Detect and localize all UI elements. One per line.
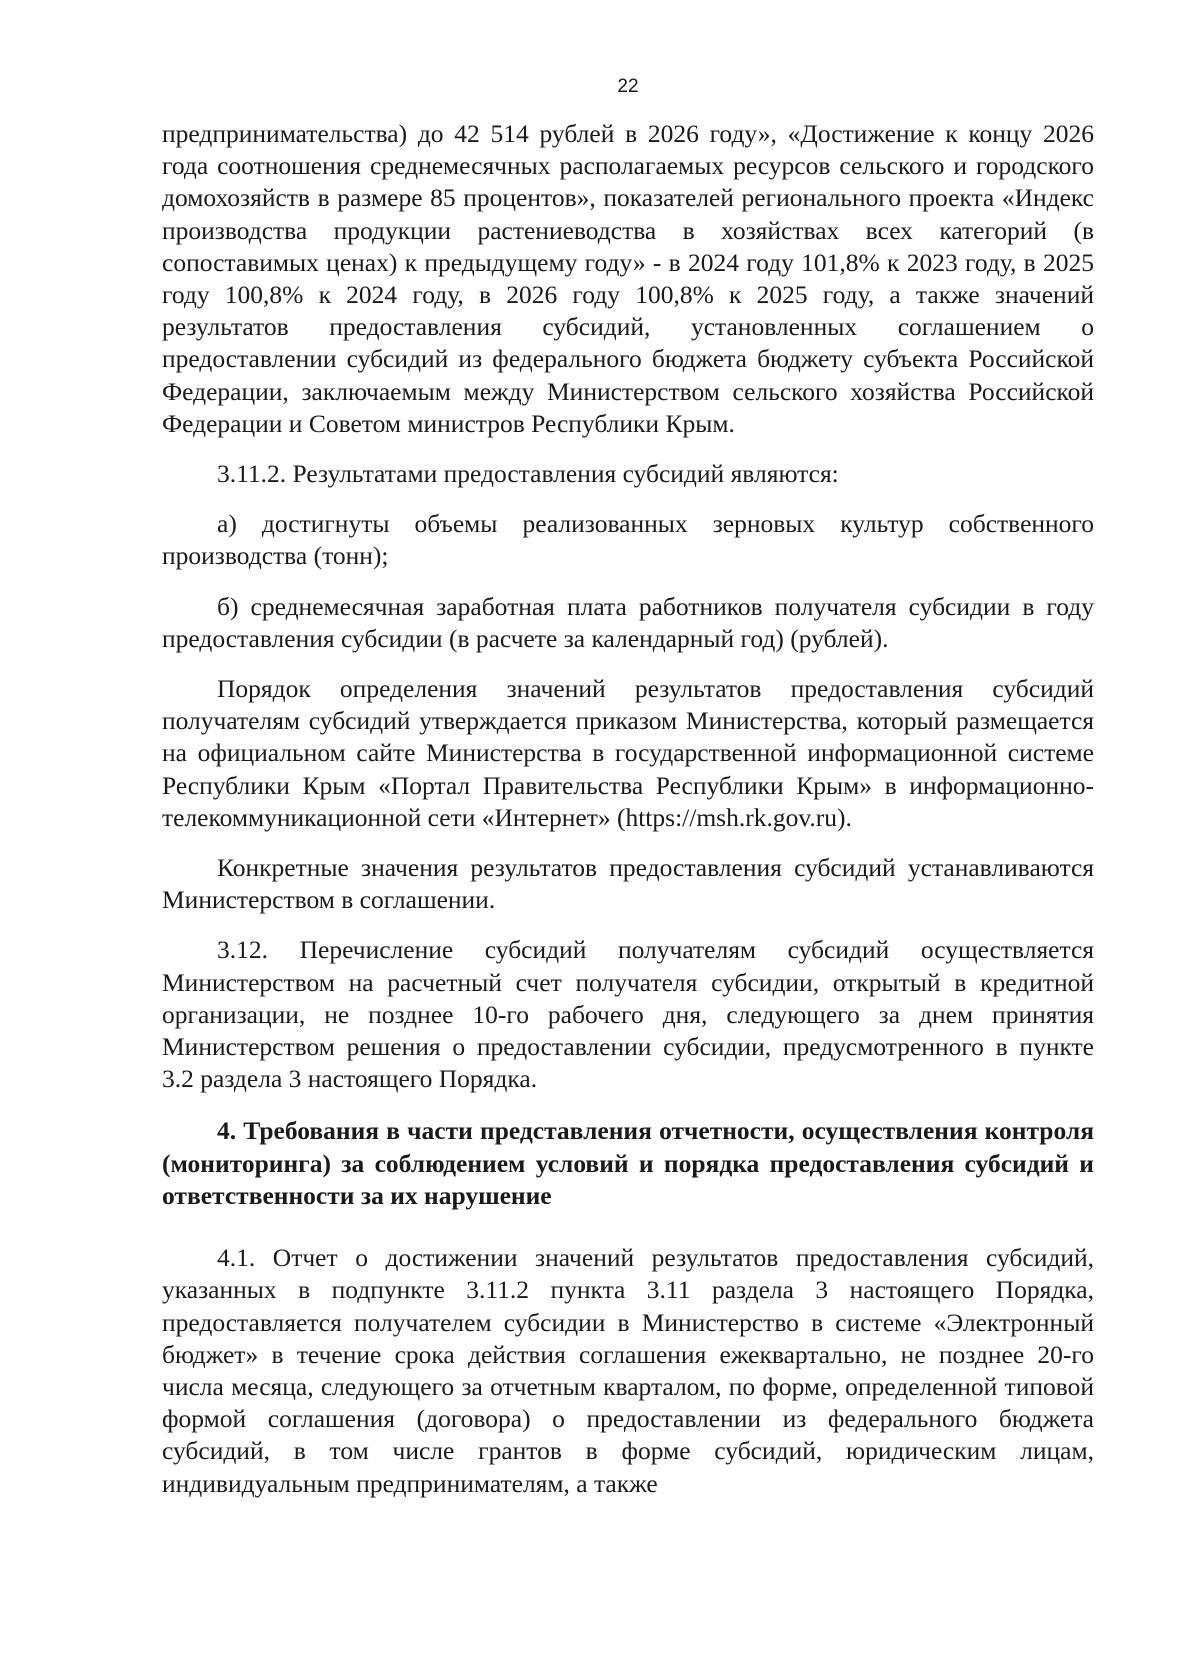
paragraph-continuation: предпринимательства) до 42 514 рублей в 2026 году», «Достижение к концу 2026 года соотношения среднемесячных располагаемых ресурсов сельского и городского домохозяйств в размере 85 процентов», показателей регионального проекта «Индекс производства продукции растениеводства в хозяйствах всех категорий (в сопоставимых ценах) к предыдущему году» - в 2024 году 101,8% к 2023 году, в 2025 году 100,8% к 2024 году, в 2026 году 100,8% к 2025 году, а также значений результатов предоставления субсидий, установленных соглашением о предоставлении субсидий из федерального бюджета бюджету субъекта Российской Федерации, заключаемым между Министерством сельского хозяйства Российской Федерации и Советом министров Республики Крым.: [162, 119, 1094, 438]
paragraph-procedure: Порядок определения значений результатов предоставления субсидий получателям субсидий утверждается приказом Министерства, который размещается на официальном сайте Министерства в государственной информационной системе Республики Крым «Портал Правительства Республики Крым» в информационно-телекоммуникационной сети «Интернет» (https://msh.rk.gov.ru).: [162, 674, 1094, 832]
paragraph-report: 4.1. Отчет о достижении значений результатов предоставления субсидий, указанных в подпункте 3.11.2 пункта 3.11 раздела 3 настоящего Порядка, предоставляется получателем субсидии в Министерство в системе «Электронный бюджет» в течение срока действия соглашения ежеквартально, не позднее 20-го числа месяца, следующего за отчетным кварталом, по форме, определенной типовой формой соглашения (договора) о предоставлении из федерального бюджета субсидий, в том числе грантов в форме субсидий, юридическим лицам, индивидуальным предпринимателям, а также: [162, 1243, 1094, 1498]
section-heading: 4. Требования в части представления отчетности, осуществления контроля (мониторинга) за соблюдением условий и порядка предоставления субсидий и ответственности за их нарушение: [162, 1116, 1094, 1210]
paragraph-item-a: а) достигнуты объемы реализованных зерновых культур собственного производства (тонн);: [162, 509, 1094, 571]
paragraph-specific-values: Конкретные значения результатов предоставления субсидий устанавливаются Министерством в соглашении.: [162, 853, 1094, 915]
paragraph-results-heading: 3.11.2. Результатами предоставления субсидий являются:: [217, 459, 839, 489]
page-number: 22: [617, 76, 639, 97]
paragraph-item-b: б) среднемесячная заработная плата работников получателя субсидии в году предоставления субсидии (в расчете за календарный год) (рублей).: [162, 591, 1094, 653]
document-body: [162, 118, 1094, 1500]
paragraph-transfer: 3.12. Перечисление субсидий получателям субсидий осуществляется Министерством на расчетный счет получателя субсидии, открытый в кредитной организации, не позднее 10-го рабочего дня, следующего за днем принятия Министерством решения о предоставлении субсидии, предусмотренного в пункте 3.2 раздела 3 настоящего Порядка.: [162, 935, 1094, 1094]
document-page: [162, 0, 1094, 1680]
